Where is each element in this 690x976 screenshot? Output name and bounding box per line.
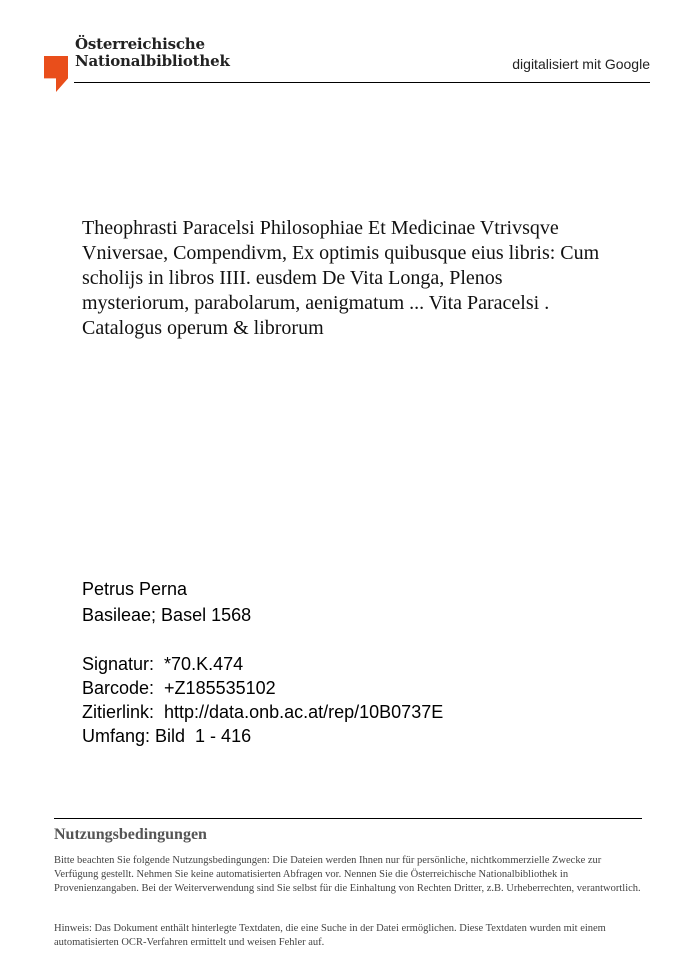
book-metadata [82,652,443,748]
umfang: Umfang: Bild 1 - 416 [82,726,252,746]
barcode: Barcode: +Z185535102 [82,678,276,698]
ocr-notice: Hinweis: Das Dokument enthält hinterlegte Textdaten, die eine Suche in der Datei ermöglichen. Diese Textdaten wurden mit einem automatisierten OCR-Verfahren ermittelt und weisen Fehler auf. [54,923,606,948]
place-year: Basileae; Basel 1568 [82,605,252,625]
publisher: Petrus Perna [82,579,188,599]
terms-text: Bitte beachten Sie folgende Nutzungsbedingungen: Die Dateien werden Ihnen nur für persönliche, nichtkommerzielle Zwecke zur Verfügung gestellt. Nehmen Sie keine automatisierten Abfragen vor. Nennen Sie die Österreichische Nationalbibliothek in Provenienzangaben. Bei der Weiterverwendung sind Sie selbst für die Einhaltung von Rechten Dritter, z.B. Urheberrechten, verantwortlich. [54,855,641,894]
library-name-line1: Österreichische [75,35,205,53]
library-logo [44,36,244,98]
library-name-line2: Nationalbibliothek [75,52,230,70]
library-name [75,36,230,70]
signatur: Signatur: *70.K.474 [82,654,244,674]
book-title: Theophrasti Paracelsi Philosophiae Et Medicinae Vtrivsqve Vniversae, Compendivm, Ex optimis quibusque eius libris: Cum scholijs in libros IIII. eusdem De Vita Longa, Plenos mysteriorum, parabolarum, aenigmatum ... Vita Paracelsi . Catalogus operum & librorum [82,217,600,339]
flag-icon [44,56,68,92]
terms-heading: Nutzungsbedingungen [54,826,207,843]
header-divider [74,82,650,83]
digitized-by-label: digitalisiert mit Google [512,56,650,72]
footer-divider [54,818,642,819]
zitierlink[interactable]: Zitierlink: http://data.onb.ac.at/rep/10B0737E [82,702,444,722]
